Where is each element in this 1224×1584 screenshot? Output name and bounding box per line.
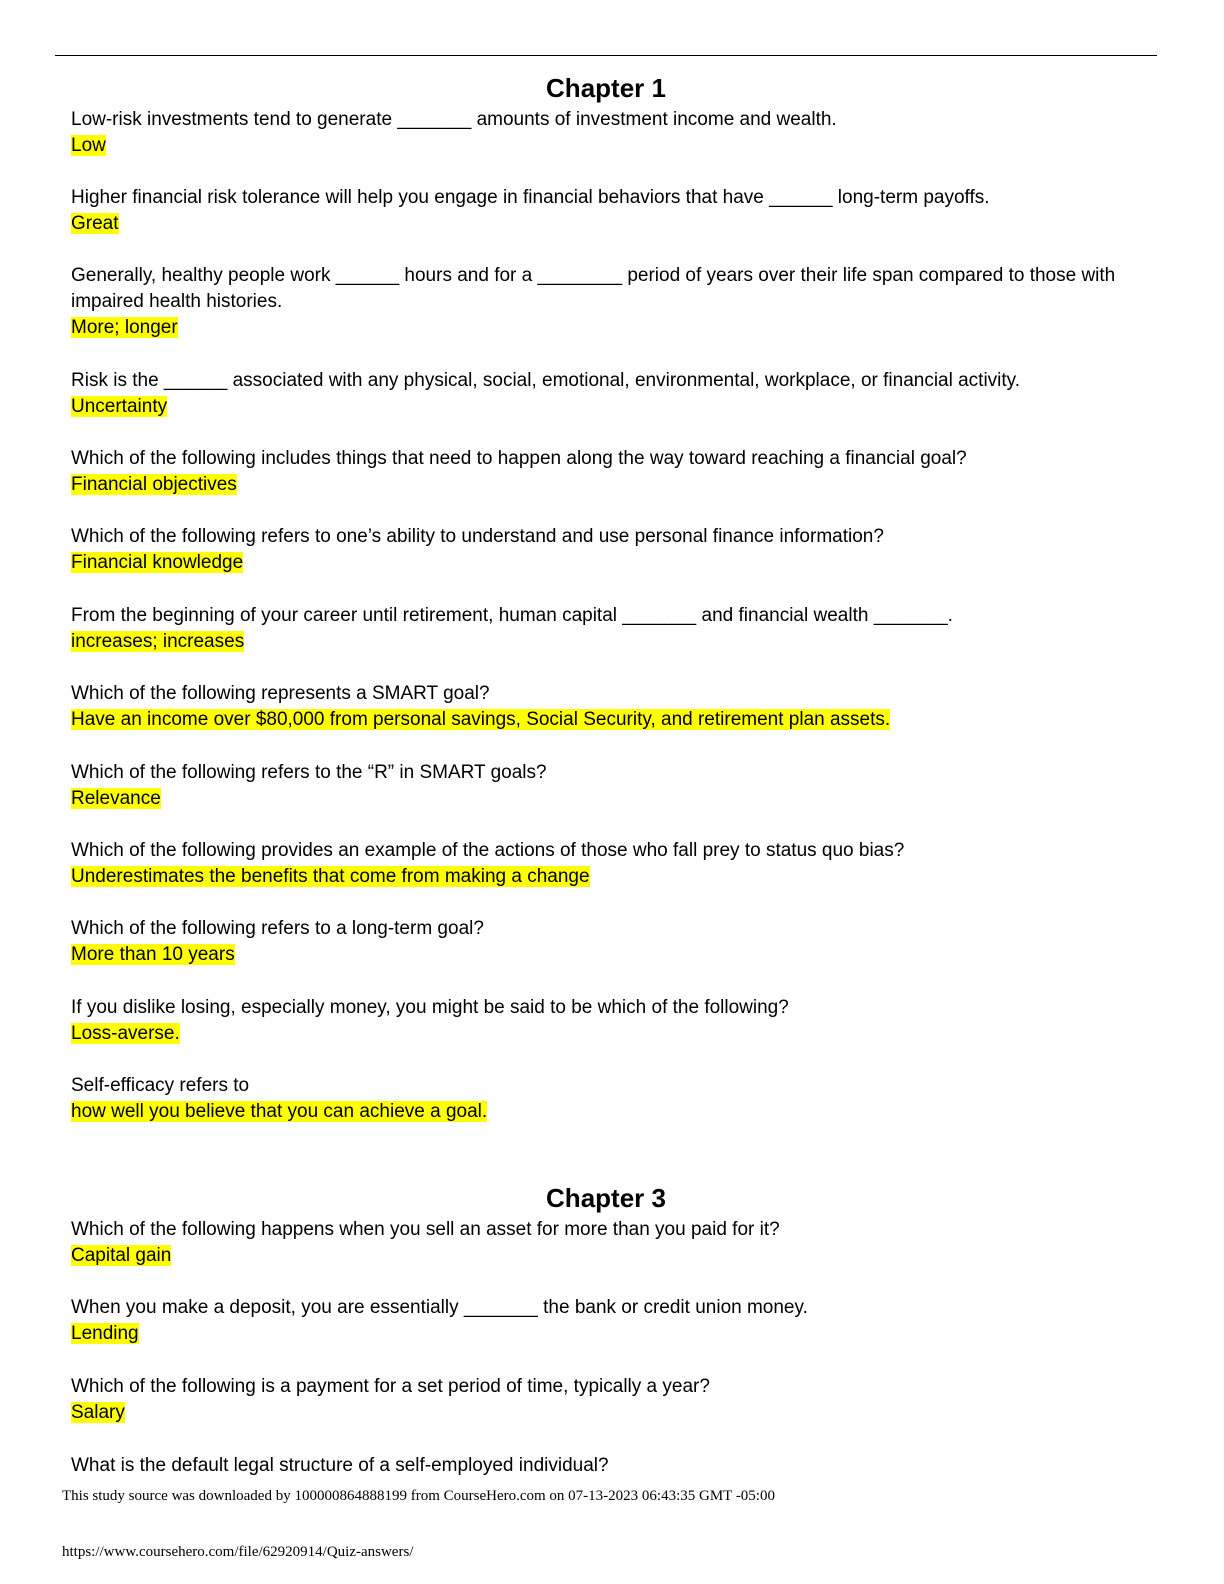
answer-highlight: More than 10 years	[71, 944, 235, 965]
question: Self-efficacy refers to	[71, 1075, 250, 1096]
answer-highlight: Low	[71, 135, 106, 156]
answer-highlight: Capital gain	[71, 1245, 172, 1266]
answer-highlight: how well you believe that you can achieve a goal.	[71, 1101, 488, 1122]
qa-item	[71, 446, 1131, 498]
question: Which of the following provides an example of the actions of those who fall prey to status quo bias?	[71, 840, 905, 861]
qa-item	[71, 1217, 1131, 1269]
qa-item	[71, 760, 1131, 812]
download-notice: This study source was downloaded by 100000864888199 from CourseHero.com on 07-13-2023 06:43:35 GMT -05:00	[62, 1488, 775, 1504]
qa-item	[71, 185, 1131, 237]
qa-item	[71, 368, 1131, 420]
answer-highlight: More; longer	[71, 317, 178, 338]
answer-highlight: Great	[71, 213, 119, 234]
question: From the beginning of your career until retirement, human capital _______ and financial wealth _______.	[71, 605, 953, 626]
answer-highlight: increases; increases	[71, 631, 245, 652]
qa-item	[71, 1374, 1131, 1426]
answer-highlight: Lending	[71, 1323, 139, 1344]
question: When you make a deposit, you are essentially _______ the bank or credit union money.	[71, 1297, 808, 1318]
question: Which of the following refers to a long-term goal?	[71, 918, 484, 939]
question: Which of the following refers to the “R” in SMART goals?	[71, 762, 547, 783]
answer-highlight: Salary	[71, 1402, 125, 1423]
answer-highlight: Relevance	[71, 788, 161, 809]
question: Which of the following refers to one’s ability to understand and use personal finance information?	[71, 526, 884, 547]
question: Which of the following happens when you sell an asset for more than you paid for it?	[71, 1219, 780, 1240]
qa-item	[71, 1295, 1131, 1347]
chapter-heading: Chapter 3	[546, 1183, 666, 1213]
source-url: https://www.coursehero.com/file/62920914/Quiz-answers/	[62, 1544, 414, 1560]
question: Which of the following includes things that need to happen along the way toward reaching a financial goal?	[71, 448, 967, 469]
question: Which of the following is a payment for a set period of time, typically a year?	[71, 1376, 710, 1397]
top-rule	[55, 55, 1157, 56]
answer-highlight: Financial knowledge	[71, 552, 244, 573]
question: Risk is the ______ associated with any physical, social, emotional, environmental, workplace, or financial activity.	[71, 370, 1021, 391]
question: What is the default legal structure of a self-employed individual?	[71, 1455, 609, 1476]
answer-highlight: Financial objectives	[71, 474, 237, 495]
qa-item	[71, 524, 1131, 576]
qa-item	[71, 681, 1131, 733]
qa-item	[71, 838, 1131, 890]
qa-item	[71, 1453, 1131, 1479]
qa-item	[71, 263, 1131, 341]
qa-item	[71, 1073, 1131, 1125]
answer-highlight: Underestimates the benefits that come from making a change	[71, 866, 590, 887]
question: If you dislike losing, especially money, you might be said to be which of the following?	[71, 997, 789, 1018]
answer-highlight: Loss-averse.	[71, 1023, 180, 1044]
question: Generally, healthy people work ______ hours and for a ________ period of years over their life span compared to those with impaired health histories.	[71, 265, 1116, 312]
qa-item	[71, 995, 1131, 1047]
chapter-heading: Chapter 1	[546, 73, 666, 103]
question: Low-risk investments tend to generate _______ amounts of investment income and wealth.	[71, 109, 837, 130]
question: Higher financial risk tolerance will help you engage in financial behaviors that have ______ long-term payoffs.	[71, 187, 990, 208]
qa-item	[71, 603, 1131, 655]
answer-highlight: Have an income over $80,000 from personal savings, Social Security, and retirement plan assets.	[71, 709, 891, 730]
qa-item	[71, 107, 1131, 159]
answer-highlight: Uncertainty	[71, 396, 168, 417]
qa-item	[71, 916, 1131, 968]
question: Which of the following represents a SMART goal?	[71, 683, 490, 704]
